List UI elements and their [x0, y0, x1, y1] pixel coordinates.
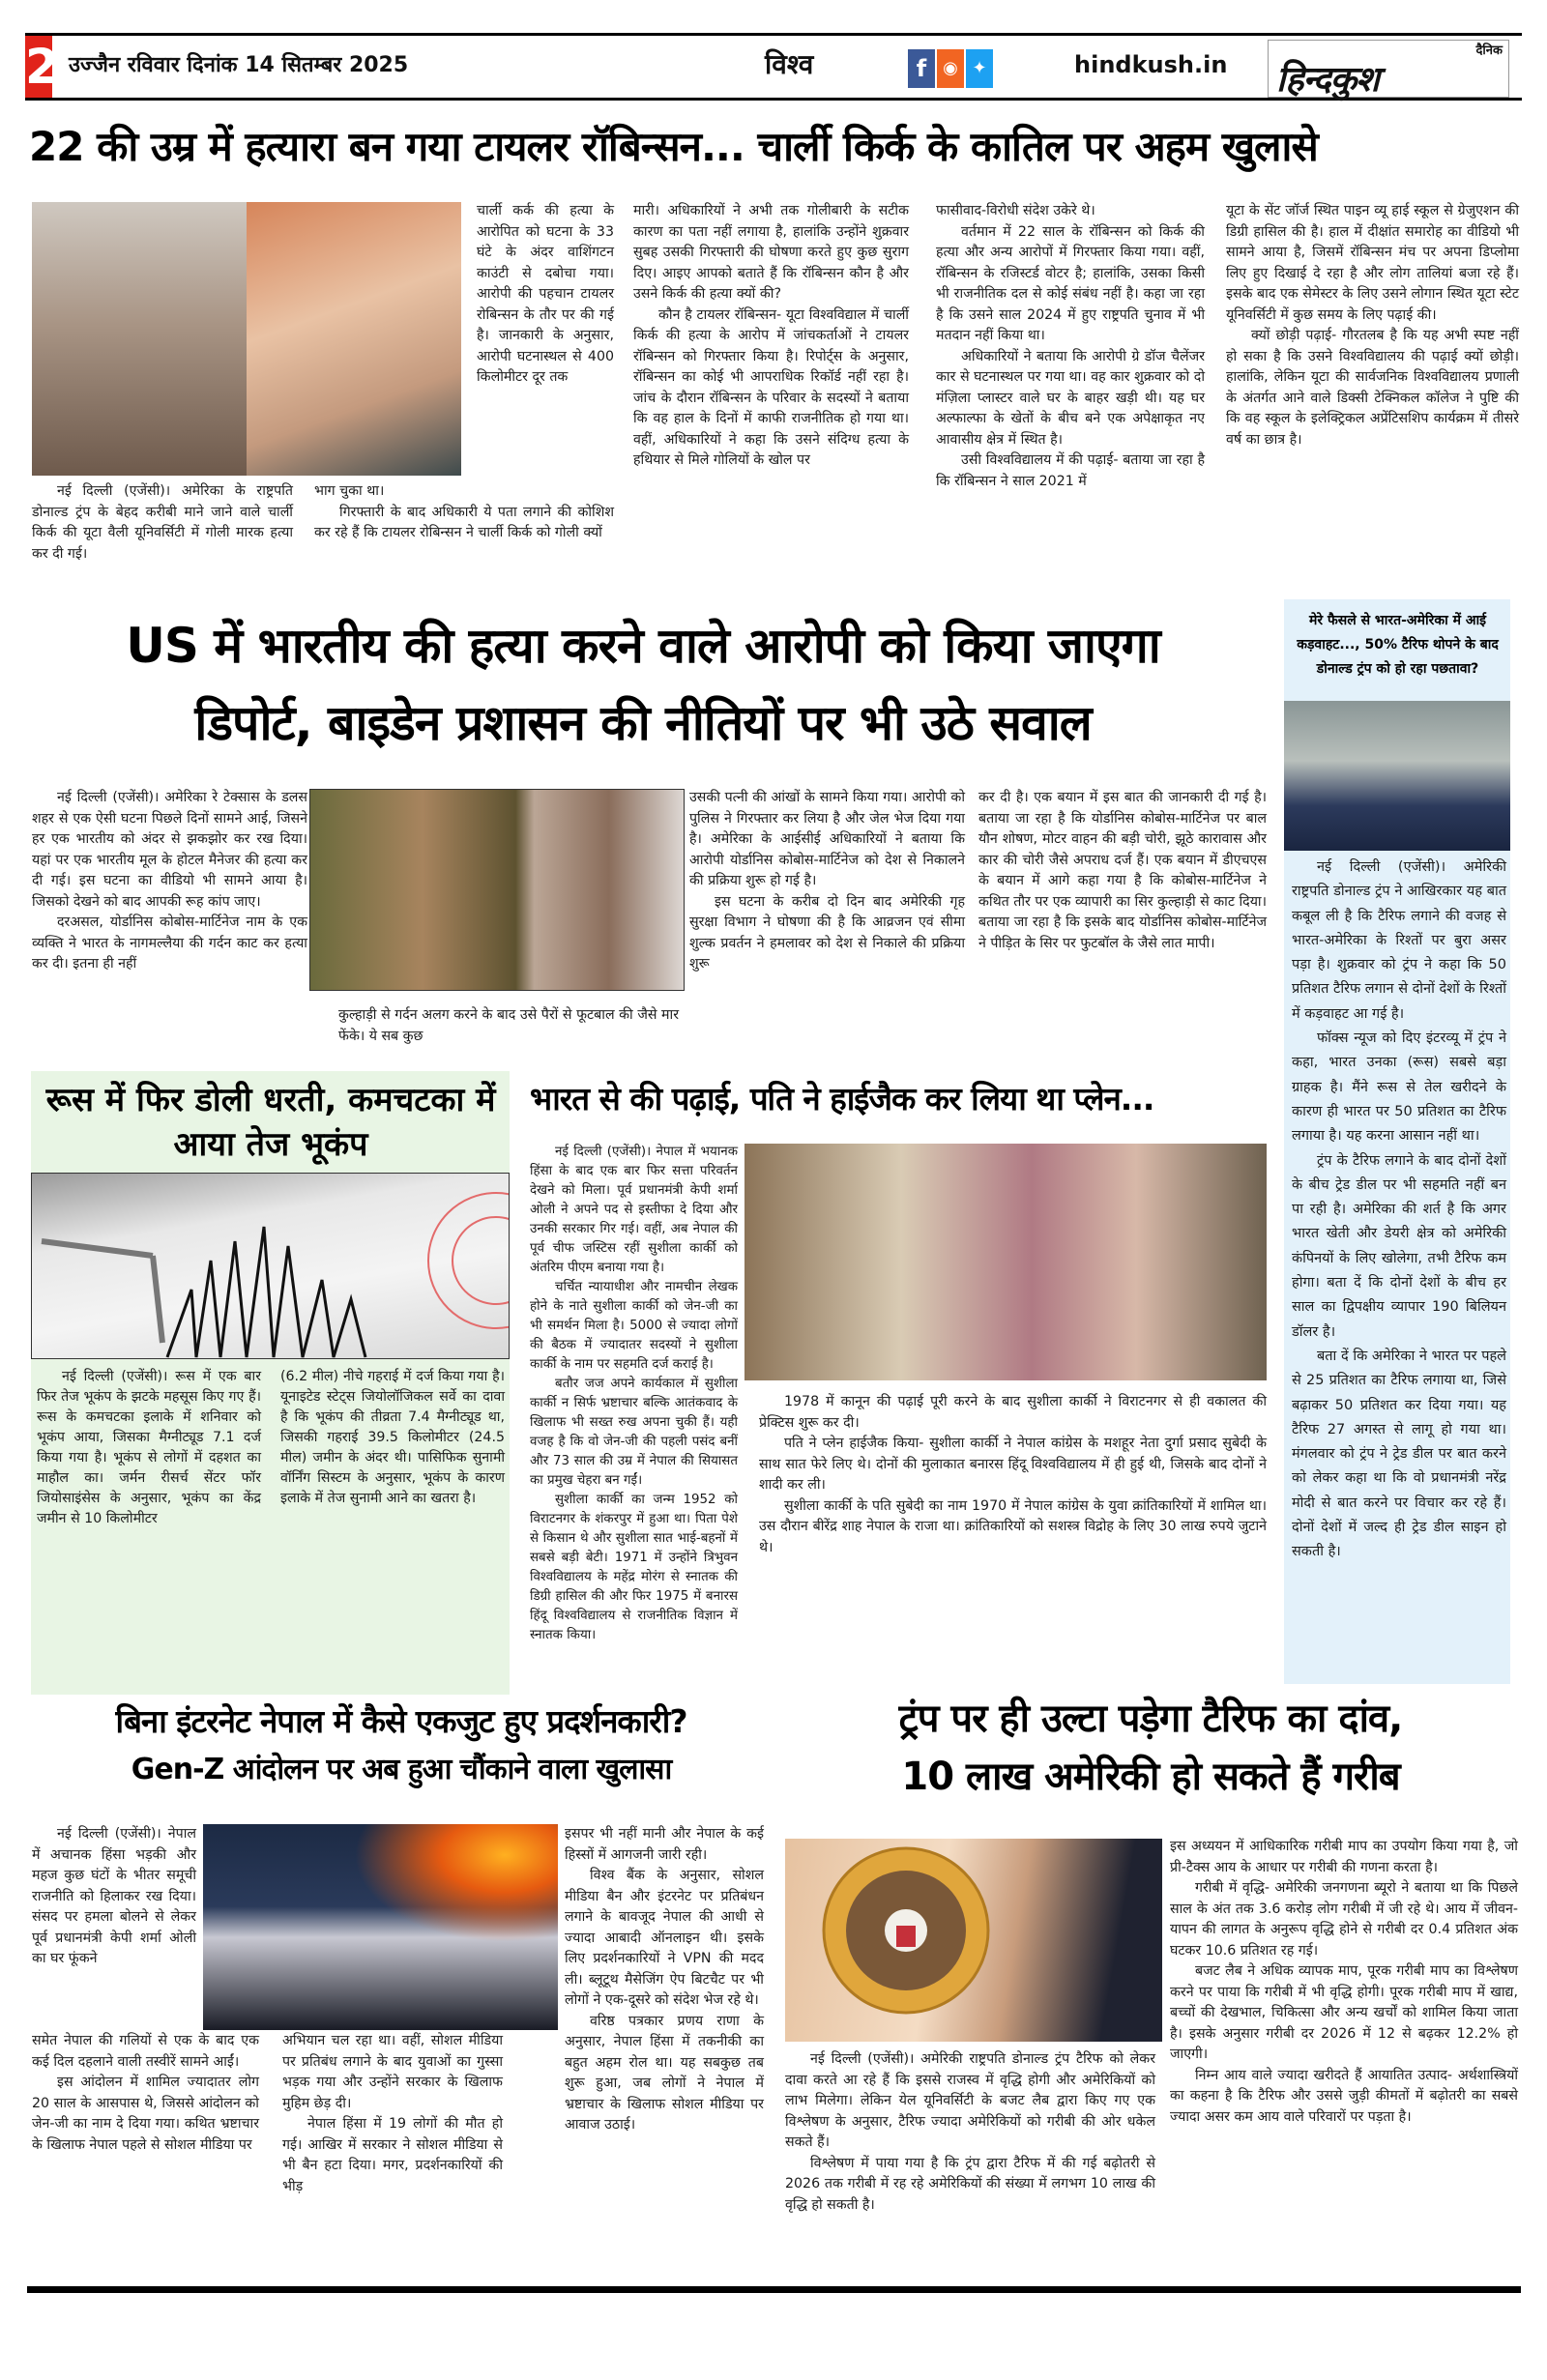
story1-col2b — [314, 481, 614, 544]
seismograph-lines-icon — [32, 1174, 510, 1359]
paragraph: नई दिल्ली (एजेंसी)। रूस में एक बार फिर तेज भूकंप के झटके महसूस किए गए हैं। रूस के कमचटका इलाके में शनिवार को भूकंप आया, जिसका मैग्नीट्यूड 7.1 दर्ज किया गया है। भूकंप से लोगों में दहशत का माहौल का। जर्मन रीसर्च सेंटर फॉर जियोसाइंसेस के अनुसार, भूकंप का केंद्र जमीन से 10 किलोमीटर — [37, 1369, 261, 1526]
story5-headline-line1: बिना इंटरनेट नेपाल में कैसे एकजुट हुए प्रदर्शनकारी? — [115, 1702, 687, 1740]
paragraph: मारी। अधिकारियों ने अभी तक गोलीबारी के सटीक कारण का पता नहीं लगाया है, हालांकि उन्होंने शुक्रवार सुबह उसकी गिरफ्तारी की घोषणा करते हुए कुछ सुराग दिए। आइए आपको बताते हैं कि रॉबिन्सन कौन है और उसने किर्क की हत्या क्यों की? — [633, 203, 909, 302]
paragraph: सुशीला कार्की के पति सुबेदी का नाम 1970 में नेपाल कांग्रेस के युवा क्रांतिकारियों में शामिल था। उस दौरान बीरेंद्र शाह नेपाल के राजा था। क्रांतिकारियों को सशस्त्र विद्रोह के लिए 30 लाख रुपये जुटाने थे। — [759, 1497, 1267, 1555]
trump-photo — [1284, 701, 1510, 851]
story1-col2 — [477, 201, 614, 389]
paragraph: चर्चित न्यायाधीश और नामचीन लेखक होने के नाते सुशीला कार्की को जेन-जी का भी समर्थन मिला है। 5000 से ज्यादा लोगों की बैठक में ज्यादातर सदस्यों ने सुशीला कार्की के नाम पर सहमति दर्ज कराई है। — [530, 1280, 738, 1372]
paragraph: बजट लैब ने अधिक व्यापक माप, पूरक गरीबी माप का विश्लेषण करने पर पाया कि गरीबी में भी वृद्धि होगी। पूरक गरीबी माप में खाद्य, बच्चों की देखभाल, चिकित्सा और अन्य खर्चों को शामिल किया जाता है। इसके अनुसार गरीबी दर 2026 में 12 से बढ़कर 12.2% हो जाएगी। — [1170, 1963, 1518, 2062]
paragraph: अधिकारियों ने बताया कि आरोपी ग्रे डॉज चैलेंजर कार से घटनास्थल पर गया था। वह कार शुक्रवार को दो मंज़िला प्लास्टर वाले घर के बाहर खड़ी थी। यह घर अल्फाल्फा के खेतों के बीच बने एक अपेक्षाकृत नए आवासीय क्षेत्र में स्थित है। — [936, 348, 1205, 448]
paragraph: नई दिल्ली (एजेंसी)। अमेरिका के राष्ट्रपति डोनाल्ड ट्रंप के बेहद करीबी माने जाने वाले चार्ली किर्क की यूटा वैली यूनिवर्सिटी में गोली मारक हत्या कर दी गई। — [32, 483, 293, 562]
paragraph: फासीवाद-विरोधी संदेश उकेरे थे। — [936, 203, 1095, 218]
story1-col4 — [936, 201, 1205, 492]
logo-wordmark: हिन्दकुश — [1276, 60, 1379, 100]
paragraph: चार्ली कर्क की हत्या के आरोपित को घटना के 33 घंटे के अंदर वाशिंगटन काउंटी से दबोचा गया। आरोपी की पहचान टायलर रोबिन्सन के तौर पर की गई है। जानकारी के अनुसार, आरोपी घटनास्थल से 400 किलोमीटर दूर तक — [477, 203, 614, 385]
paragraph: ट्रंप के टैरिफ लगाने के बाद दोनों देशों के बीच ट्रेड डील पर भी सहमति नहीं बन पा रही है। अमेरिका की शर्त है कि अगर भारत खेती और डेयरी क्षेत्र को अमेरिकी कंपिनयों के लिए खोलेगा, तभी टैरिफ कम होगा। बता दें कि दोनों देशों के बीच हर साल का द्विपक्षीय व्यापार 190 बिलियन डॉलर है। — [1292, 1152, 1506, 1340]
footer-rule — [27, 2286, 1521, 2293]
paragraph: कौन है टायलर रॉबिन्सन- यूटा विश्वविद्याल में चार्ली किर्क की हत्या के आरोप में जांचकर्ताओं ने टायलर रॉबिन्सन को गिरफ्तार किया है। रिपोर्ट्स के अनुसार, रॉबिन्सन का कोई भी आपराधिक रिकॉर्ड नहीं रहा है। जांच के दौरान रॉबिन्सन के परिवार के सदस्यों ने बताया कि वह हाल के दिनों में काफी राजनीतिक हो गया था। वहीं, अधिकारियों ने कहा कि उसने संदिग्ध हत्या के हथियार से मिले गोलियों के खोल पर — [633, 306, 909, 468]
paragraph: 1978 में कानून की पढ़ाई पूरी करने के बाद सुशीला कार्की ने विराटनगर से ही वकालत की प्रेक्टिस शुरू कर दी। — [759, 1394, 1267, 1431]
paragraph: कुल्हाड़ी से गर्दन अलग करने के बाद उसे पैरों से फूटबाल की जैसे मार फेंके। ये सब कुछ — [338, 1007, 679, 1044]
paragraph: समेत नेपाल की गलियों से एक के बाद एक कई दिल दहलाने वाली तस्वीरें सामने आईं। — [32, 2033, 259, 2070]
paragraph: कर दी है। एक बयान में इस बात की जानकारी दी गई है। बताया जा रहा है कि योर्डानिस कोबोस-मार्टिनेज पर बाल यौन शोषण, मोटर वाहन की बड़ी चोरी, झूठे कारावास और कार की चोरी जैसे अपराध दर्ज हैं। एक बयान में डीएचएस के बयान में आगे कहा गया है कि कोबोस-मार्टिनेज ने कथित तौर पर एक व्यापारी का सिर कुल्हाड़ी से काट दिया। बताया जा रहा है कि इसके बाद योर्डानिस कोबोस-मार्टिनेज ने पीड़ित के सिर पर फुटबॉल के जैसे लात मापी। — [978, 790, 1267, 951]
story1-col1 — [32, 481, 293, 565]
paragraph: इस आंदोलन में शामिल ज्यादातर लोग 20 साल के आसपास थे, जिससे आंदोलन को जेन-जी का नाम दे दिया गया। कथित भ्रष्टाचार के खिलाफ नेपाल पहले से सोशल मीडिया पर — [32, 2075, 259, 2153]
story4-col1 — [530, 1143, 738, 1645]
paragraph: वर्तमान में 22 साल के रॉबिन्सन को किर्क की हत्या और अन्य आरोपों में गिरफ्तार किया गया। वहीं, रॉबिन्सन के रजिस्टर्ड वोटर है; हालांकि, उसका किसी भी राजनीतिक दल से कोई संबंध नहीं है। कहा जा रहा है कि उसने साल 2024 में हुए राष्ट्रपति चुनाव में भी मतदान नहीं किया था। — [936, 223, 1205, 343]
story2-col1 — [32, 788, 307, 975]
paragraph: निम्न आय वाले ज्यादा खरीदते हैं आयातित उत्पाद- अर्थशास्त्रियों का कहना है कि टैरिफ और उससे जुड़ी कीमतों में बढ़ोतरी का सबसे ज्यादा असर कम आय वाले परिवारों पर पड़ता है। — [1170, 2067, 1518, 2125]
story5-headline-line2: Gen-Z आंदोलन पर अब हुआ चौंकाने वाला खुलासा — [131, 1753, 672, 1786]
seismograph-photo — [31, 1173, 510, 1359]
facebook-icon[interactable]: f — [908, 49, 935, 88]
story2-headline-line2: डिपोर्ट, बाइडेन प्रशासन की नीतियों पर भी उठे सवाल — [194, 695, 1092, 751]
paragraph: उसी विश्वविद्यालय में की पढ़ाई- बताया जा रहा है कि रॉबिन्सन ने साल 2021 में — [936, 452, 1205, 489]
masthead — [25, 33, 1522, 101]
paragraph: नई दिल्ली (एजेंसी)। अमेरिका रे टेक्सास के डलस शहर से एक ऐसी घटना पिछले दिनों सामने आई, जिसने हर एक भारतीय को अंदर से झकझोर कर रख दिया। यहां पर एक भारतीय मूल के होटल मैनेजर की हत्या कर दी गई। इस घटना का वीडियो भी सामने आया है। जिसको देखने को बाद आपकी रूह कांप जाए। — [32, 790, 307, 910]
story1-col3 — [633, 201, 909, 472]
paragraph: क्यों छोड़ी पढ़ाई- गौरतलब है कि यह अभी स्पष्ट नहीं हो सका है कि उसने विश्वविद्यालय की पढ़ाई क्यों छोड़ी। हालांकि, लेकिन यूटा की सार्वजनिक विश्वविद्यालय प्रणाली के अंतर्गत आने वाले डिक्सी टेक्निकल कॉलेज ने पुष्टि की कि वह स्कूल के इलेक्ट्रिकल अप्रेंटिसशिप कार्यक्रम में तीसरे वर्ष का छात्र है। — [1226, 328, 1519, 448]
paragraph: गरीबी में वृद्धि- अमेरिकी जनगणना ब्यूरो ने बताया था कि पिछले साल के अंत तक 3.6 करोड़ लोग गरीबी में जी रहे थे। आय में जीवन-यापन की लागत के अनुरूप वृद्धि होने से गरीबी दर 0.4 प्रतिशत अंक घटकर 10.6 प्रतिशत रह गई। — [1170, 1880, 1518, 1959]
story1-headline: 22 की उम्र में हत्यारा बन गया टायलर रॉबिन्सन... चार्ली किर्क के कातिल पर अहम खुलासे — [29, 123, 1318, 170]
story6-headline-line2: 10 लाख अमेरिकी हो सकते हैं गरीब — [901, 1755, 1400, 1799]
victim-photo — [247, 202, 461, 476]
story3-headline: रूस में फिर डोली धरती, कमचटका में आया तेज भूकंप — [45, 1081, 496, 1164]
sidebar-headline: मेरे फैसले से भारत-अमेरिका में आई कड़वाहट..., 50% टैरिफ थोपने के बाद डोनाल्ड ट्रंप को हो रहा पछतावा? — [1297, 613, 1499, 677]
paragraph: विश्व बैंक के अनुसार, सोशल मीडिया बैन और इंटरनेट पर प्रतिबंधन लगाने के बावजूद नेपाल की आधी से ज्यादा आबादी ऑनलाइन थी। इसके लिए प्रदर्शनकारियों ने VPN की मदद ली। ब्लूटूथ मैसेजिंग ऐप बिटचैट पर भी लोगों ने एक-दूसरे को संदेश भेज रहे थे। — [565, 1868, 764, 2008]
website-link[interactable]: hindkush.in — [1074, 51, 1228, 78]
paragraph: बता दें कि अमेरिका ने भारत पर पहले से 25 प्रतिशत का टैरिफ लगाया था, जिसे बढ़ाकर 50 प्रतिशत कर दिया गया। यह टैरिफ 27 अगस्त से लागू हो गया था। मंगलवार को ट्रंप ने ट्रेड डील पर बात करने को लेकर कहा था कि वो प्रधानमंत्री नरेंद्र मोदी से बात करने पर विचार कर रहे हैं। दोनों देशों में जल्द ही ट्रेड डील साइन हो सकती है। — [1292, 1348, 1506, 1560]
paragraph: नई दिल्ली (एजेंसी)। नेपाल में अचानक हिंसा भड़की और महज कुछ घंटों के भीतर समूची राजनीति को हिलाकर रख दिया। संसद पर हमला बोलने से लेकर पूर्व प्रधानमंत्री केपी शर्मा ओली का घर फूंकने — [32, 1826, 196, 1966]
paragraph: उसकी पत्नी की आंखों के सामने किया गया। आरोपी को पुलिस ने गिरफ्तार कर लिया है और जेल भेज दिया गया है। अमेरिका के आईसीई अधिकारियों ने बताया कि आरोपी योर्डानिस कोबोस-मार्टिनेज को देश से निकालने की प्रक्रिया शुरू हो गई है। — [689, 790, 965, 888]
paragraph: बतौर जज अपने कार्यकाल में सुशीला कार्की न सिर्फ भ्रष्टाचार बल्कि आतंकवाद के खिलाफ भी सख्त रुख अपना चुकी हैं। यही वजह है कि वो जेन-जी की पहली पसंद बनीं और 73 साल की उम्र में नेपाल की सियासत का प्रमुख चेहरा बन गईं। — [530, 1377, 738, 1488]
story6-headline-line1: ट्रंप पर ही उल्टा पड़ेगा टैरिफ का दांव, — [898, 1697, 1403, 1741]
story6-col1 — [785, 2049, 1155, 2216]
paragraph: नई दिल्ली (एजेंसी)। अमेरिकी राष्ट्रपति डोनाल्ड ट्रंप टैरिफ को लेकर दावा करते आ रहे हैं कि इससे राजस्व में वृद्धि होगी और अमेरिकियों को लाभ मिलेगा। लेकिन येल यूनिवर्सिटी के बजट लैब द्वारा किए गए एक विश्लेषण के अनुसार, टैरिफ ज्यादा अमेरिकियों को गरीबी की ओर धकेल सकते हैं। — [785, 2051, 1155, 2150]
story1-col5 — [1226, 201, 1519, 450]
page-number: 2 — [25, 36, 52, 98]
dateline: उज्जैन रविवार दिनांक 14 सितम्बर 2025 — [69, 53, 409, 77]
story3-col2 — [280, 1367, 505, 1509]
paragraph: (6.2 मील) नीचे गहराई में दर्ज किया गया है। यूनाइटेड स्टेट्स जियोलॉजिकल सर्वे का दावा है कि भूकंप की तीव्रता 7.4 मैग्नीट्यूड था, जिसकी गहराई 39.5 किलोमीटर (24.5 मील) जमीन के अंदर थी। पासिफिक सुनामी वॉर्निंग सिस्टम के अनुसार, भूकंप के कारण इलाके में तेज सुनामी आने का खतरा है। — [280, 1369, 505, 1506]
logo-tagline: दैनिक — [1475, 44, 1503, 58]
paragraph: दरअसल, योर्डानिस कोबोस-मार्टिनेज नाम के एक व्यक्ति ने भारत के नागमल्लैया की गर्दन काट कर हत्या कर दी। इतना ही नहीं — [32, 914, 307, 972]
paragraph: इस घटना के करीब दो दिन बाद अमेरिकी गृह सुरक्षा विभाग ने घोषणा की है कि आव्रजन एवं सीमा शुल्क प्रवर्तन ने हमलावर को देश से निकाले की प्रक्रिया शुरू — [689, 893, 965, 972]
story5-col2 — [282, 2031, 503, 2197]
story6-col2 — [1170, 1837, 1518, 2128]
paragraph: सुशीला कार्की का जन्म 1952 को विराटनगर के शंकरपुर में हुआ था। पिता पेशे से किसान थे और सुशीला सात भाई-बहनों में सबसे बड़ी बेटी। 1971 में उन्होंने त्रिभुवन विश्वविद्यालय के महेंद्र मोरंग से स्नातक की डिग्री हासिल की और फिर 1975 में बनारस हिंदू विश्वविद्यालय से राजनीतिक विज्ञान में स्नातक किया। — [530, 1493, 738, 1642]
paragraph: भाग चुका था। — [314, 483, 385, 499]
story2-photo-caption-text — [338, 1005, 679, 1047]
paragraph: पति ने प्लेन हाईजैक किया- सुशीला कार्की ने नेपाल कांग्रेस के मशहूर नेता दुर्गा प्रसाद सुबेदी के साथ सात फेरे लिए थे। दोनों की मुलाकात बनारस हिंदू विश्वविद्यालय में ही हुई थी, जिसके बाद दोनों ने शादी कर ली। — [759, 1436, 1267, 1493]
sushila-karki-photo — [744, 1144, 1267, 1380]
newspaper-logo — [1268, 40, 1509, 98]
story4-headline: भारत से की पढ़ाई, पति ने हाईजैक कर लिया था प्लेन... — [530, 1080, 1154, 1117]
story3-col1 — [37, 1367, 261, 1529]
rss-icon[interactable]: ◉ — [937, 49, 964, 88]
trump-air-force-one-photo — [785, 1839, 1162, 2042]
paragraph: इस अध्ययन में आधिकारिक गरीबी माप का उपयोग किया गया है, जो प्री-टैक्स आय के आधार पर गरीबी की गणना करता है। — [1170, 1839, 1518, 1875]
victim-and-accused-photo — [309, 789, 685, 991]
twitter-icon[interactable]: ✦ — [966, 49, 993, 88]
story4-col2 — [759, 1392, 1267, 1558]
presidential-seal-icon — [785, 1839, 1162, 2042]
paragraph: अभियान चल रहा था। वहीं, सोशल मीडिया पर प्रतिबंध लगाने के बाद युवाओं का गुस्सा भड़क गया और उन्होंने सरकार के खिलाफ मुहिम छेड़ दी। — [282, 2033, 503, 2111]
story2-headline-line1: US में भारतीय की हत्या करने वाले आरोपी को किया जाएगा — [126, 618, 1160, 674]
paragraph: नई दिल्ली (एजेंसी)। अमेरिकी राष्ट्रपति डोनाल्ड ट्रंप ने आखिरकार यह बात कबूल ली है कि टैरिफ लगाने की वजह से भारत-अमेरिका के रिश्तों पर बुरा असर पड़ा है। शुक्रवार को ट्रंप ने कहा कि 50 प्रतिशत टैरिफ लगान से दोनों देशों के रिश्तों में कड़वाहट आ गई है। — [1292, 859, 1507, 1022]
section-title: विश्व — [765, 48, 814, 80]
story5-col3 — [565, 1824, 764, 2136]
suspect-photo — [32, 202, 247, 476]
story2-col4 — [978, 788, 1267, 954]
paragraph: गिरफ्तारी के बाद अधिकारी ये पता लगाने की कोशिश कर रहे हैं कि टायलर रोबिन्सन ने चार्ली किर्क को गोली क्यों — [314, 504, 614, 540]
paragraph: नेपाल हिंसा में 19 लोगों की मौत हो गई। आखिर में सरकार ने सोशल मीडिया से भी बैन हटा दिया। मगर, प्रदर्शनकारियों की भीड़ — [282, 2116, 503, 2194]
paragraph: विश्लेषण में पाया गया है कि ट्रंप द्वारा टैरिफ में की गई बढ़ोतरी से 2026 तक गरीबी में रह रहे अमेरिकियों की संख्या में लगभग 10 लाख की वृद्धि हो सकती है। — [785, 2155, 1155, 2213]
paragraph: यूटा के सेंट जॉर्ज स्थित पाइन व्यू हाई स्कूल से ग्रेजुएशन की डिग्री हासिल की है। हाल में दीक्षांत समारोह का वीडियो भी सामने आया है, जिसमें रॉबिन्सन मंच पर अपना डिप्लोमा लिए हुए दिखाई दे रहा है और लोग तालियां बजा रहे हैं। इसके बाद एक सेमेस्टर के लिए उसने लोगान स्थित यूटा स्टेट यूनिवर्सिटी में कुछ समय के लिए पढ़ाई की। — [1226, 203, 1519, 323]
story5-col1b — [32, 2031, 259, 2156]
sidebar-body — [1292, 856, 1506, 1565]
paragraph: इसपर भी नहीं मानी और नेपाल के कई हिस्सों में आगजनी जारी रही। — [565, 1826, 764, 1863]
nepal-protest-fire-photo — [203, 1824, 558, 2030]
story2-col3 — [689, 788, 965, 975]
story5-col1a — [32, 1824, 196, 1970]
paragraph: वरिष्ठ पत्रकार प्रणय राणा के अनुसार, नेपाल हिंसा में तकनीकी का बहुत अहम रोल था। यह सबकुछ तब शुरू हुआ, जब लोगों ने नेपाल में भ्रष्टाचार के खिलाफ सोशल मीडिया पर आवाज उठाई। — [565, 2013, 764, 2133]
paragraph: फॉक्स न्यूज को दिए इंटरव्यू में ट्रंप ने कहा, भारत उनका (रूस) सबसे बड़ा ग्राहक है। मैंने रूस से तेल खरीदने के कारण ही भारत पर 50 प्रतिशत का टैरिफ लगाया है। यह करना आसान नहीं था। — [1292, 1030, 1506, 1145]
paragraph: नई दिल्ली (एजेंसी)। नेपाल में भयानक हिंसा के बाद एक बार फिर सत्ता परिवर्तन देखने को मिला। पूर्व प्रधानमंत्री केपी शर्मा ओली ने अपने पद से इस्तीफा दे दिया और उनकी सरकार गिर गई। वहीं, अब नेपाल की पूर्व चीफ जस्टिस रहीं सुशीला कार्की को अंतरिम पीएम बनाया गया है। — [530, 1145, 738, 1275]
